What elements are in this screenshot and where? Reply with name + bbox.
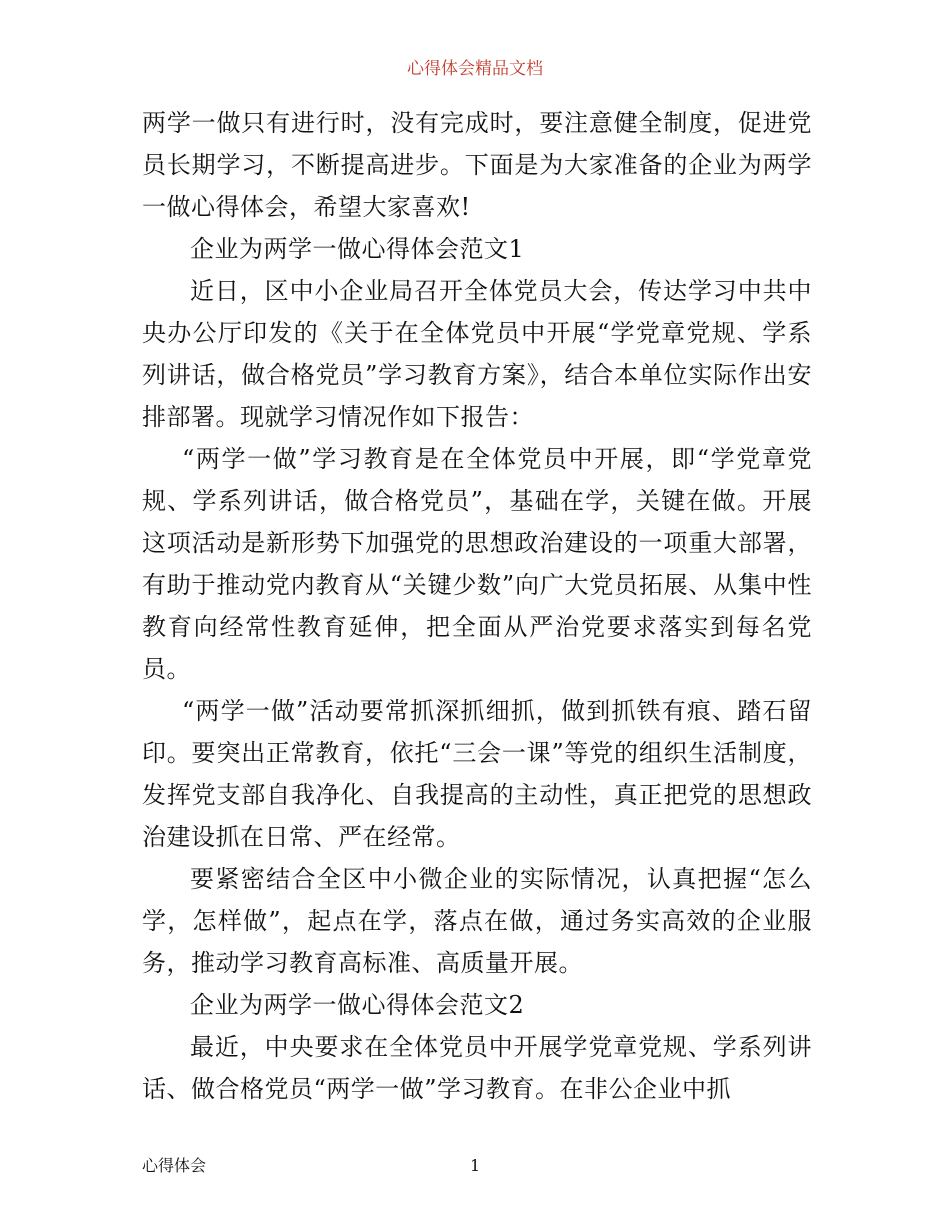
body-paragraph: 要紧密结合全区中小微企业的实际情况，认真把握“怎么学，怎样做”，起点在学，落点在做，通过务实高效的企业服务，推动学习教育高标准、高质量开展。 — [142, 865, 812, 977]
body-paragraph: 最近，中央要求在全体党员中开展学党章党规、学系列讲话、做合格党员“两学一做”学习教育。在非公企业中抓 — [142, 1033, 812, 1103]
footer-label: 心得体会 — [142, 1156, 207, 1175]
section-heading-2: 企业为两学一做心得体会范文2 — [190, 991, 525, 1019]
document-header-title: 心得体会精品文档 — [407, 59, 543, 79]
page-number: 1 — [470, 1156, 481, 1175]
section-heading-1: 企业为两学一做心得体会范文1 — [190, 235, 525, 263]
body-paragraph: “两学一做”学习教育是在全体党员中开展，即“学党章党规、学系列讲话，做合格党员”，基础在学，关键在做。开展这项活动是新形势下加强党的思想政治建设的一项重大部署，有助于推动党内教育从“关键少数”向广大党员拓展、从集中性教育向经常性教育延伸，把全面从严治党要求落实到每名党员。 — [142, 445, 812, 683]
body-paragraph: “两学一做”活动要常抓深抓细抓，做到抓铁有痕、踏石留印。要突出正常教育，依托“三会一课”等党的组织生活制度，发挥党支部自我净化、自我提高的主动性，真正把党的思想政治建设抓在日常、严在经常。 — [142, 697, 812, 851]
intro-paragraph: 两学一做只有进行时，没有完成时，要注意健全制度，促进党员长期学习，不断提高进步。下面是为大家准备的企业为两学一做心得体会，希望大家喜欢! — [142, 109, 812, 221]
body-paragraph: 近日，区中小企业局召开全体党员大会，传达学习中共中央办公厅印发的《关于在全体党员中开展“学党章党规、学系列讲话，做合格党员”学习教育方案》，结合本单位实际作出安排部署。现就学习情况作如下报告： — [142, 277, 812, 431]
document-body — [142, 102, 812, 1110]
